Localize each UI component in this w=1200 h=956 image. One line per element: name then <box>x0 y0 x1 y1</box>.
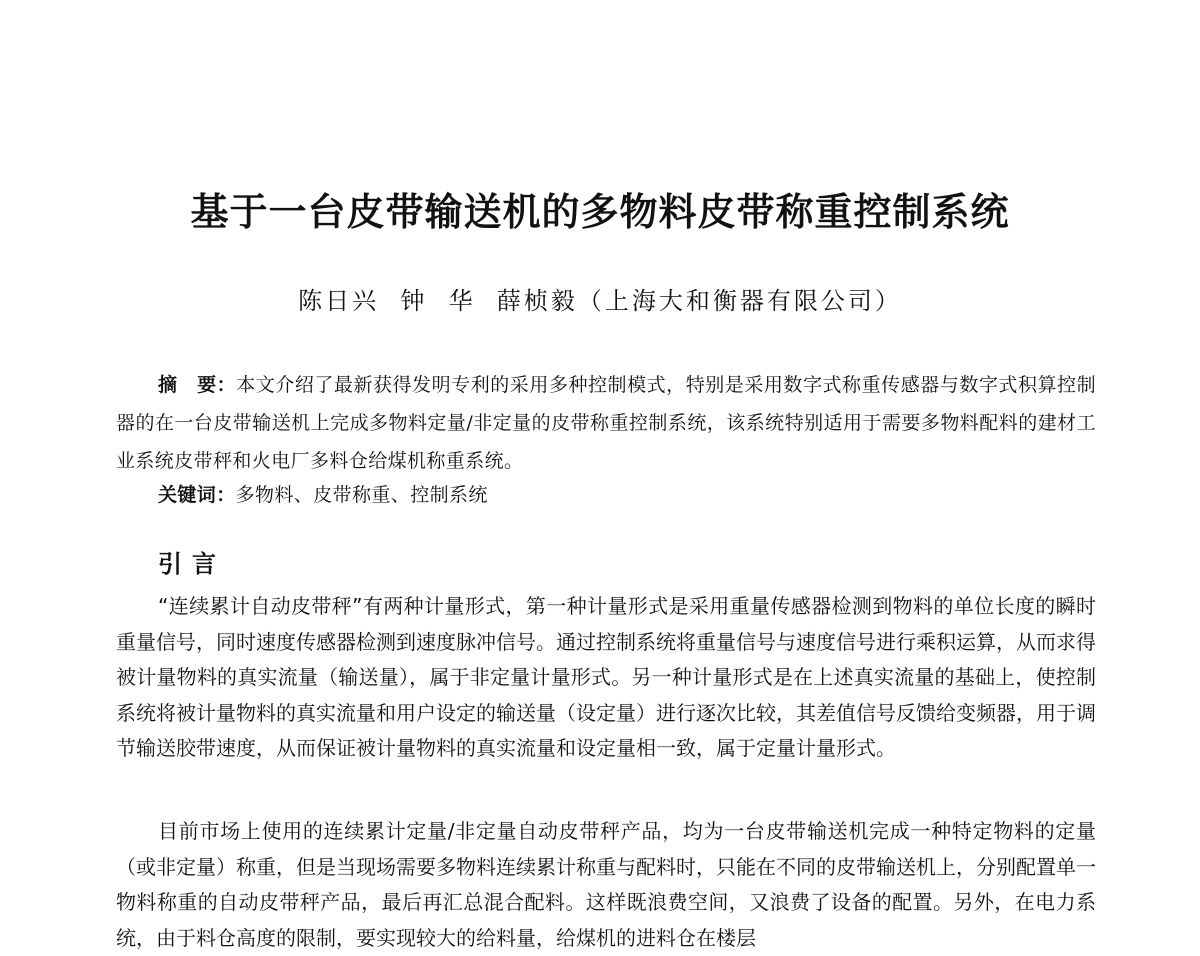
keywords-text: 多物料、皮带称重、控制系统 <box>235 484 488 506</box>
body-paragraph-1: “连续累计自动皮带秤”有两种计量形式，第一种计量形式是采用重量传感器检测到物料的单位长度的瞬时重量信号，同时速度传感器检测到速度脉冲信号。通过控制系统将重量信号与速度信号进行乘积运算，从而求得被计量物料的真实流量（输送量），属于非定量计量形式。另一种计量形式是在上述真实流量的基础上，使控制系统将被计量物料的真实流量和用户设定的输送量（设定量）进行逐次比较，其差值信号反馈给变频器，用于调节输送胶带速度，从而保证被计量物料的真实流量和设定量相一致，属于定量计量形式。 <box>116 594 1096 761</box>
abstract-text: 本文介绍了最新获得发明专利的采用多种控制模式，特别是采用数字式称重传感器与数字式积算控制器的在一台皮带输送机上完成多物料定量/非定量的皮带称重控制系统，该系统特别适用于需要多物料配料的建材工业系统皮带秤和火电厂多料仓给煤机称重系统。 <box>116 374 1096 472</box>
section-heading-introduction: 引言 <box>158 550 226 578</box>
keywords <box>158 476 488 514</box>
abstract <box>116 366 1096 480</box>
body-paragraph-2: 目前市场上使用的连续累计定量/非定量自动皮带秤产品，均为一台皮带输送机完成一种特定物料的定量（或非定量）称重，但是当现场需要多物料连续累计称重与配料时，只能在不同的皮带输送机上，分别配置单一物料称重的自动皮带秤产品，最后再汇总混合配料。这样既浪费空间，又浪费了设备的配置。另外，在电力系统，由于料仓高度的限制，要实现较大的给料量，给煤机的进料仓在楼层 <box>116 819 1096 950</box>
abstract-label: 摘 要： <box>158 374 237 396</box>
keywords-label: 关键词： <box>158 484 236 506</box>
paper-title: 基于一台皮带输送机的多物料皮带称重控制系统 <box>190 190 1010 234</box>
paper-authors: 陈日兴 钟 华 薛桢毅（上海大和衡器有限公司） <box>298 287 902 315</box>
